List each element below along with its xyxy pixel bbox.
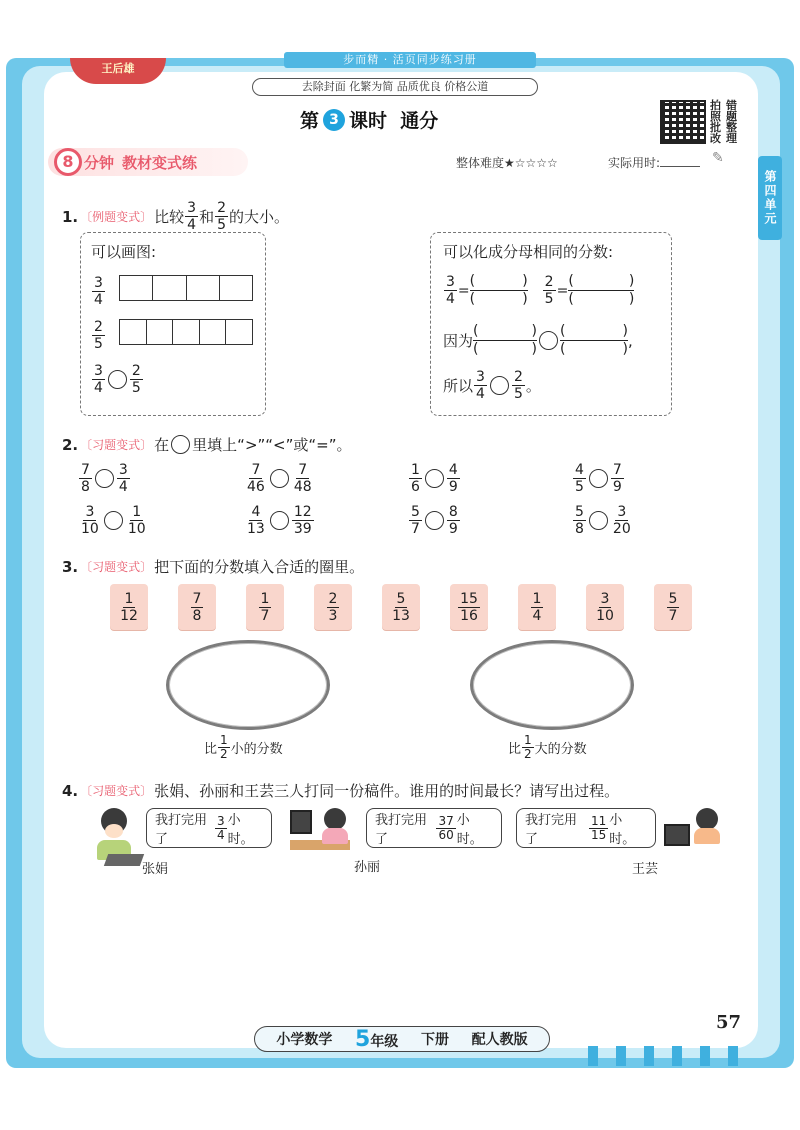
question-tag: 〔习题变式〕 — [80, 784, 153, 798]
fraction: $\frac{3}{4}$ — [446, 274, 455, 307]
footer-stripe — [644, 1046, 654, 1066]
qr-char: 改 — [710, 132, 721, 145]
answer-circle[interactable] — [108, 370, 127, 389]
answer-circle[interactable] — [589, 511, 608, 530]
question-text: 里填上“>”“<”或“=”。 — [192, 436, 352, 454]
lesson-title-text: 课时 通分 — [349, 110, 439, 132]
question-1 — [62, 200, 289, 233]
answer-circle[interactable] — [270, 511, 289, 530]
footer-grade: 5年级 — [355, 1026, 399, 1052]
conversion-row: $\frac{3}{4}$ = ( ) ( ) $\frac{2}{5}$ = ( ) ( ) — [446, 273, 635, 307]
less-than-half-oval[interactable] — [166, 640, 330, 730]
girl-at-monitor-illustration — [664, 808, 724, 860]
fraction: $\frac{2}{5}$ — [217, 200, 227, 233]
fraction: $\frac{2}{5}$ — [94, 319, 103, 352]
compare-item: $\frac{4}{5}$ $\frac{7}{9}$ — [575, 462, 622, 495]
question-tag: 〔例题变式〕 — [80, 210, 153, 224]
person-name: 王芸 — [632, 862, 659, 877]
fraction-card[interactable]: $\frac{1}{4}$ — [518, 584, 556, 630]
actual-time-label: 实际用时: — [608, 156, 661, 170]
oval-label: 比 $\frac{1}{2}$ 小的分数 — [204, 733, 283, 761]
question-tag: 〔习题变式〕 — [80, 438, 153, 452]
fraction: $\frac{3}{4}$ — [476, 369, 485, 402]
footer-volume: 下册 — [420, 1032, 449, 1048]
person-name: 孙丽 — [354, 860, 381, 875]
answer-circle[interactable] — [539, 331, 558, 350]
actual-time-field[interactable] — [608, 154, 700, 171]
section-name: 教材变式练 — [122, 153, 198, 172]
girl-with-laptop-illustration — [88, 808, 140, 866]
question-text: 把下面的分数填入合适的圈里。 — [154, 558, 365, 576]
fraction-card[interactable]: $\frac{3}{10}$ — [586, 584, 624, 630]
qr-char: 照 — [710, 110, 721, 123]
footer-bar — [254, 1026, 550, 1052]
greater-than-half-oval[interactable] — [470, 640, 634, 730]
answer-circle[interactable] — [95, 469, 114, 488]
qr-char: 拍 — [710, 99, 721, 112]
question-number: 1. — [62, 207, 79, 226]
because-row: 因为 ( ) ( ) ( ) ( ) , — [443, 323, 633, 357]
answer-circle[interactable] — [270, 469, 289, 488]
fraction-card[interactable]: $\frac{15}{16}$ — [450, 584, 488, 630]
difficulty-rating: 整体难度★☆☆☆☆ — [456, 156, 558, 170]
question-number: 2. — [62, 435, 79, 454]
qr-code-icon[interactable] — [660, 100, 706, 144]
question-3 — [62, 556, 364, 577]
qr-char: 理 — [726, 132, 737, 145]
fraction-card[interactable]: $\frac{1}{7}$ — [246, 584, 284, 630]
footer-stripe — [672, 1046, 682, 1066]
fraction-card[interactable]: $\frac{5}{7}$ — [654, 584, 692, 630]
qr-char: 批 — [710, 121, 721, 134]
fraction: $\frac{2}{5}$ — [544, 274, 554, 307]
compare-item: $\frac{7}{8}$ $\frac{3}{4}$ — [81, 462, 128, 495]
qr-char: 整 — [726, 121, 737, 134]
minutes-label: 分钟 — [84, 153, 115, 172]
answer-circle[interactable] — [425, 469, 444, 488]
compare-item: $\frac{3}{10}$ $\frac{1}{10}$ — [81, 504, 146, 537]
compare-item: $\frac{7}{46}$ $\frac{7}{48}$ — [247, 462, 312, 495]
answer-circle[interactable] — [490, 376, 509, 395]
qr-char: 题 — [726, 110, 737, 123]
page-number: 57 — [716, 1012, 742, 1033]
fraction: $\frac{2}{5}$ — [131, 363, 141, 396]
drawing-method-box — [80, 232, 266, 416]
speech-bubble: 我打完用了 $\frac{37}{60}$ 小时。 — [366, 808, 502, 848]
compare-item: $\frac{5}{8}$ $\frac{3}{20}$ — [575, 504, 631, 537]
question-2 — [62, 434, 352, 455]
answer-fraction-blank[interactable]: ( ) ( ) — [469, 273, 528, 307]
person-name: 张娟 — [142, 862, 169, 877]
question-text: 张娟、孙丽和王芸三人打同一份稿件。谁用的时间最长？请写出过程。 — [154, 782, 620, 800]
unit-tab: 第四单元 — [758, 156, 782, 240]
therefore-row: 所以 $\frac{3}{4}$ $\frac{2}{5}$ 。 — [443, 369, 541, 402]
fraction: $\frac{2}{5}$ — [513, 369, 523, 402]
speech-bubble: 我打完用了 $\frac{11}{15}$ 小时。 — [516, 808, 656, 848]
question-text: 的大小。 — [229, 208, 290, 226]
question-text: 在 — [154, 436, 170, 454]
circle-symbol — [171, 435, 190, 454]
footer-stripe — [616, 1046, 626, 1066]
four-part-bar[interactable] — [119, 275, 253, 301]
fraction-card[interactable]: $\frac{7}{8}$ — [178, 584, 216, 630]
question-number: 4. — [62, 781, 79, 800]
question-4 — [62, 780, 619, 801]
lesson-number-badge: 3 — [323, 109, 345, 131]
five-part-bar[interactable] — [119, 319, 253, 345]
compare-item: $\frac{4}{13}$ $\frac{12}{39}$ — [247, 504, 312, 537]
brand-logo: 王后雄 — [70, 58, 166, 84]
compare-item: $\frac{5}{7}$ $\frac{8}{9}$ — [411, 504, 458, 537]
speech-bubble: 我打完用了 $\frac{3}{4}$ 小时。 — [146, 808, 272, 848]
pencil-icon: ✎ — [712, 150, 724, 166]
lesson-title — [300, 106, 438, 133]
fraction-card[interactable]: $\frac{5}{13}$ — [382, 584, 420, 630]
fraction: $\frac{3}{4}$ — [94, 363, 103, 396]
minutes-badge: 8 — [54, 148, 82, 176]
common-denominator-box — [430, 232, 672, 416]
footer-stripe — [728, 1046, 738, 1066]
footer-edition: 配人教版 — [471, 1032, 528, 1048]
slogan: 去除封面 化繁为简 品质优良 价格公道 — [252, 78, 538, 96]
question-tag: 〔习题变式〕 — [80, 560, 153, 574]
compare-row — [91, 363, 144, 396]
answer-fraction-blank[interactable]: ( ) ( ) — [473, 323, 538, 357]
fraction: $\frac{3}{4}$ — [94, 275, 103, 308]
question-text: 和 — [199, 208, 215, 226]
answer-fraction-blank[interactable]: ( ) ( ) — [568, 273, 635, 307]
answer-circle[interactable] — [589, 469, 608, 488]
girl-at-computer-illustration — [290, 806, 356, 858]
section-header — [48, 148, 248, 176]
fraction: $\frac{3}{4}$ — [187, 200, 197, 233]
compare-item: $\frac{1}{6}$ $\frac{4}{9}$ — [411, 462, 458, 495]
question-number: 3. — [62, 557, 79, 576]
series-banner: 步而精 · 活页同步练习册 — [284, 52, 536, 68]
question-text: 比较 — [154, 208, 185, 226]
fraction-card[interactable]: $\frac{2}{3}$ — [314, 584, 352, 630]
answer-circle[interactable] — [104, 511, 123, 530]
footer-stripe — [588, 1046, 598, 1066]
footer-stripe — [700, 1046, 710, 1066]
fraction-card[interactable]: $\frac{1}{12}$ — [110, 584, 148, 630]
lesson-title-prefix: 第 — [300, 110, 320, 132]
answer-fraction-blank[interactable]: ( ) ( ) — [560, 323, 629, 357]
answer-circle[interactable] — [425, 511, 444, 530]
box-title: 可以画图: — [91, 243, 157, 261]
box-title: 可以化成分母相同的分数: — [443, 243, 614, 261]
qr-char: 错 — [726, 99, 737, 112]
footer-subject: 小学数学 — [276, 1032, 333, 1048]
oval-label: 比 $\frac{1}{2}$ 大的分数 — [508, 733, 587, 761]
qr-caption — [710, 100, 742, 144]
